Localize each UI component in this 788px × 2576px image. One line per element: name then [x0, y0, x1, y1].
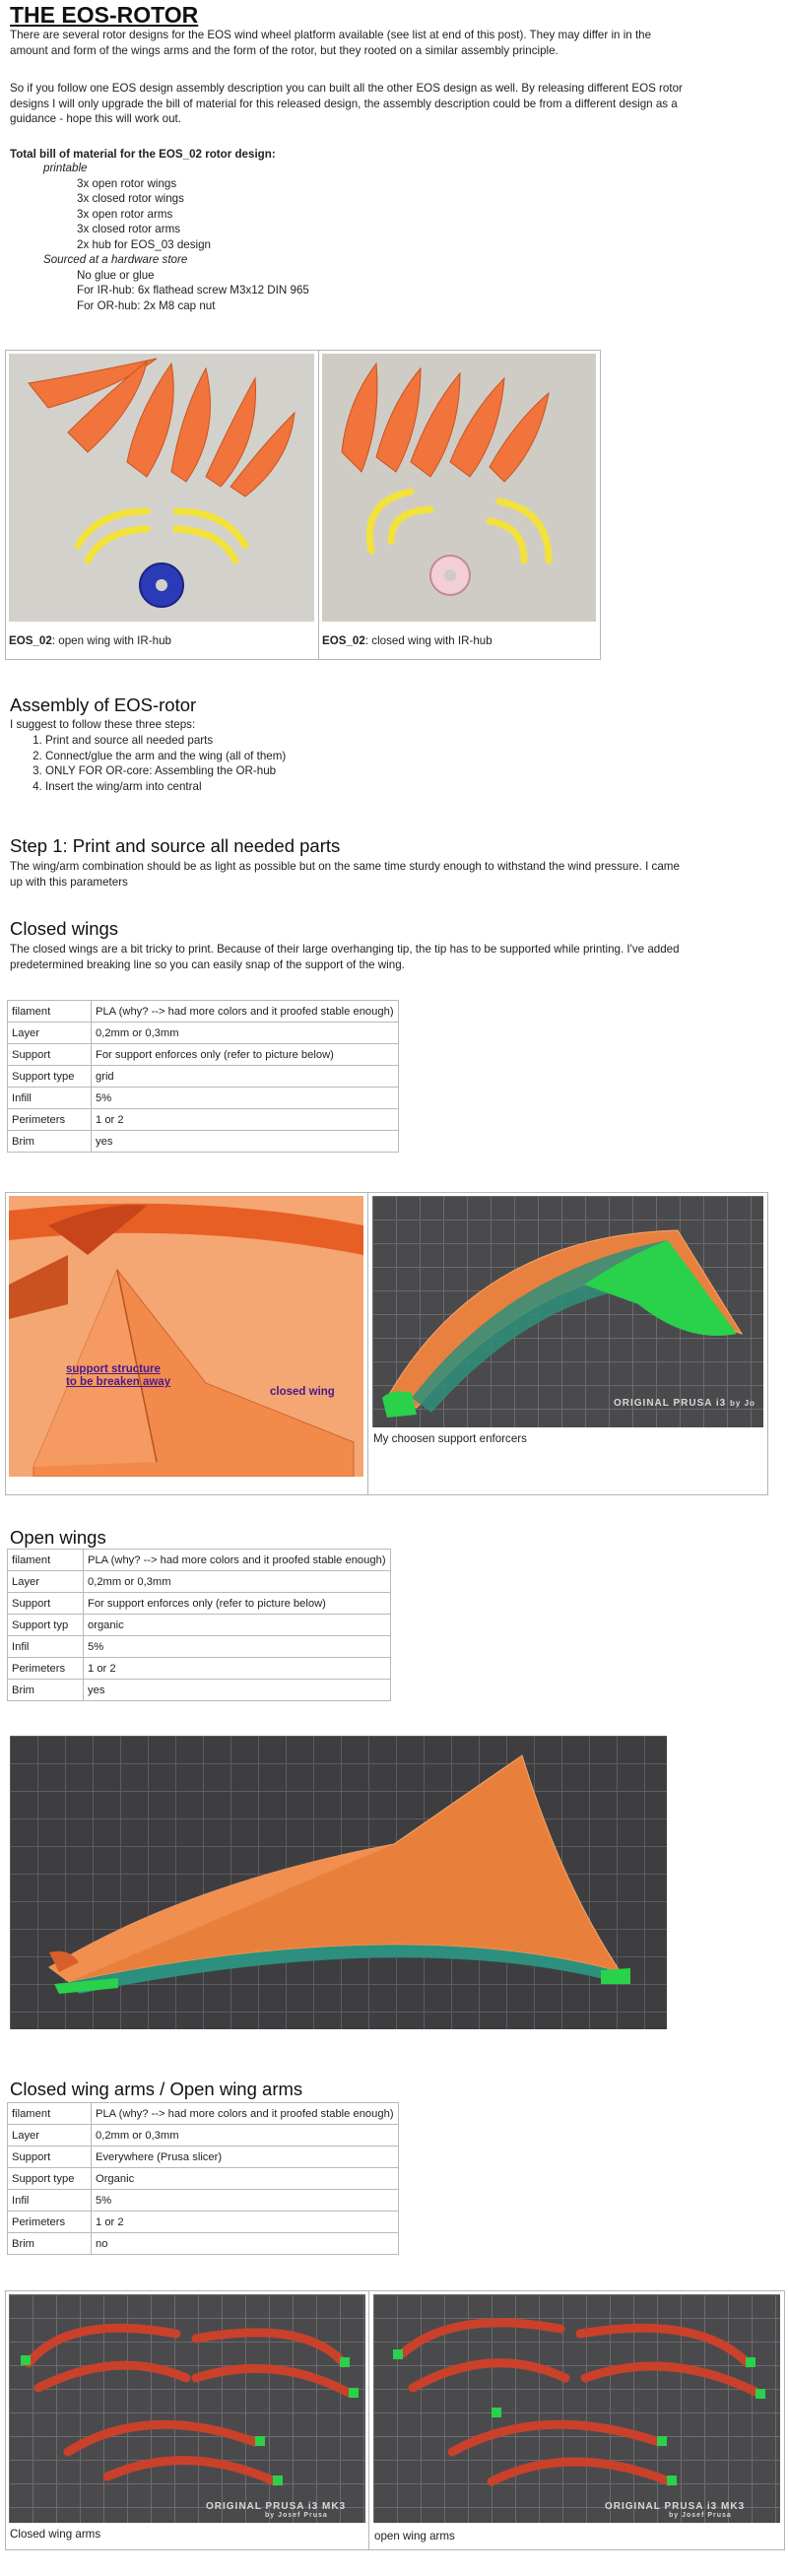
bom-item: No glue or glue [77, 268, 155, 282]
bom-store-label: Sourced at a hardware store [43, 253, 188, 266]
table-row: Support type grid [8, 1066, 399, 1088]
assembly-intro: I suggest to follow these three steps: [10, 718, 196, 731]
bom-item: 3x closed rotor wings [77, 192, 184, 205]
closed-wings-text: The closed wings are a bit tricky to print. Because of their large overhanging tip, the tip has to be supported while printing. I've added predetermined breaking line so you can easily snap of the support of the wing. [10, 943, 680, 971]
photo-closed-wing-support [9, 1196, 363, 1477]
printer-bed-sub: by Josef Prusa [265, 2512, 328, 2519]
table-row: Support For support enforces only (refer to picture below) [8, 1044, 399, 1066]
table-row: filament PLA (why? --> had more colors and it proofed stable enough) [8, 1550, 391, 1571]
intro-paragraph-2: So if you follow one EOS design assembly description you can built all the other EOS design as well. By releasing different EOS rotor designs I will only upgrade the bill of material for this released design, the assembly description could be from a different design as a guidance - hope this will work out. [10, 82, 683, 125]
bom-item: For OR-hub: 2x M8 cap nut [77, 298, 216, 312]
table-row: Support For support enforces only (refer to picture below) [8, 1593, 391, 1615]
intro-paragraph-1: There are several rotor designs for the EOS wind wheel platform available (see list at end of this post). They may differ in in the amount and form of the wings arms and the form of the rotor, but they rooted on a similar assembly principle. [10, 29, 652, 57]
section-heading-step1: Step 1: Print and source all needed parts [10, 835, 341, 856]
photo-label-support: support structure to be breaken away [66, 1363, 171, 1388]
figure-rotor-parts [5, 350, 601, 660]
printer-bed-sub: by Josef Prusa [669, 2512, 732, 2519]
table-row: Layer 0,2mm or 0,3mm [8, 1571, 391, 1593]
photo-closed-wing-ir-hub [322, 354, 596, 622]
table-row: filament PLA (why? --> had more colors and it proofed stable enough) [8, 2103, 399, 2125]
bom-item: For IR-hub: 6x flathead screw M3x12 DIN 965 [77, 284, 309, 297]
step1-text: The wing/arm combination should be as light as possible but on the same time sturdy enough to withstand the wind pressure. I came up with this parameters [10, 860, 680, 889]
assembly-steps [8, 733, 636, 794]
caption-support-enforcers: My choosen support enforcers [373, 1432, 527, 1445]
bom-heading: Total bill of material for the EOS_02 rotor design: [10, 148, 276, 161]
bom-item: 3x open rotor arms [77, 207, 173, 221]
section-heading-arms: Closed wing arms / Open wing arms [10, 2079, 303, 2099]
table-row: Infil 5% [8, 2190, 399, 2212]
bom-item: 2x hub for EOS_03 design [77, 237, 211, 251]
table-row: Brim yes [8, 1680, 391, 1701]
caption-closed-wing: EOS_02: closed wing with IR-hub [322, 634, 492, 647]
printer-bed-brand: ORIGINAL PRUSA i3 by Jo [614, 1398, 755, 1409]
table-row: Infil 5% [8, 1636, 391, 1658]
bom-item: 3x closed rotor arms [77, 223, 181, 235]
bill-of-material [10, 148, 601, 313]
closed-wings-parameter-table [7, 1000, 399, 1153]
table-row: Perimeters 1 or 2 [8, 1658, 391, 1680]
table-row: Perimeters 1 or 2 [8, 1109, 399, 1131]
caption-open-wing: EOS_02: open wing with IR-hub [9, 634, 171, 647]
slicer-view-support-enforcers [372, 1196, 763, 1427]
bom-item: 3x open rotor wings [77, 176, 177, 190]
table-row: Perimeters 1 or 2 [8, 2212, 399, 2233]
assembly-step: 3. ONLY FOR OR-core: Assembling the OR-hub [45, 763, 636, 779]
printer-bed-brand: ORIGINAL PRUSA i3 MK3 [206, 2501, 347, 2512]
figure-wing-arms [5, 2290, 785, 2550]
assembly-step: 1. Print and source all needed parts [45, 733, 636, 749]
table-row: Support typ organic [8, 1615, 391, 1636]
open-wings-parameter-table [7, 1549, 391, 1701]
assembly-step: 4. Insert the wing/arm into central [45, 779, 636, 795]
caption-open-wing-arms: open wing arms [374, 2530, 455, 2543]
table-row: Brim no [8, 2233, 399, 2255]
slicer-view-open-wing-arms [373, 2294, 780, 2523]
table-row: Layer 0,2mm or 0,3mm [8, 2125, 399, 2147]
table-row: Support Everywhere (Prusa slicer) [8, 2147, 399, 2168]
slicer-view-closed-wing-arms [9, 2294, 365, 2523]
section-heading-closed-wings: Closed wings [10, 918, 119, 939]
figure-closed-wing-support [5, 1192, 768, 1495]
table-row: Infill 5% [8, 1088, 399, 1109]
table-row: Layer 0,2mm or 0,3mm [8, 1023, 399, 1044]
table-row: Brim yes [8, 1131, 399, 1153]
photo-label-closed-wing: closed wing [270, 1386, 335, 1398]
table-row: Support type Organic [8, 2168, 399, 2190]
photo-open-wing-ir-hub [9, 354, 314, 622]
caption-closed-wing-arms: Closed wing arms [10, 2528, 101, 2541]
table-row: filament PLA (why? --> had more colors and it proofed stable enough) [8, 1001, 399, 1023]
section-heading-assembly: Assembly of EOS-rotor [10, 694, 197, 715]
bom-printable-label: printable [43, 162, 88, 174]
assembly-step: 2. Connect/glue the arm and the wing (all of them) [45, 749, 636, 764]
page-title: THE EOS-ROTOR [10, 2, 199, 28]
printer-bed-brand: ORIGINAL PRUSA i3 MK3 [605, 2501, 746, 2512]
slicer-view-open-wing [10, 1736, 667, 2029]
arms-parameter-table [7, 2102, 399, 2255]
section-heading-open-wings: Open wings [10, 1527, 106, 1548]
